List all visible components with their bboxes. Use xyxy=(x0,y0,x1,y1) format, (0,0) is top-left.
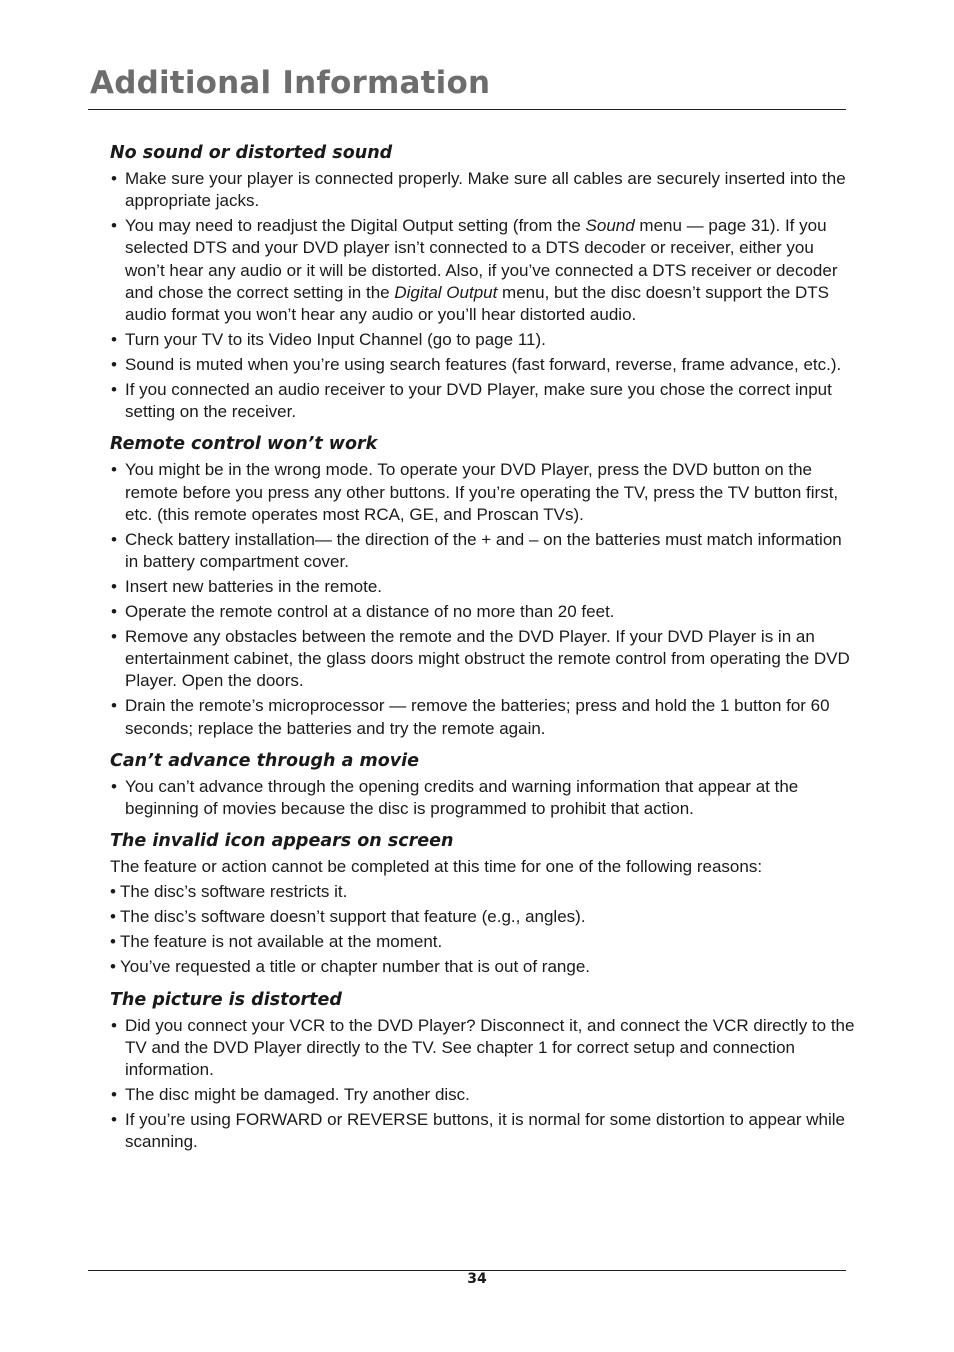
list-item: • The disc’s software restricts it. xyxy=(110,881,855,903)
list-item: • Operate the remote control at a distance of no more than 20 feet. xyxy=(110,601,855,623)
section-no-sound xyxy=(110,140,855,423)
section-remote-control xyxy=(110,431,855,739)
bullet-list xyxy=(110,168,855,423)
list-item: • The disc’s software doesn’t support that feature (e.g., angles). xyxy=(110,906,855,928)
list-item: • Drain the remote’s microprocessor — remove the batteries; press and hold the 1 button for 60 seconds; replace the batteries and try the remote again. xyxy=(110,695,855,739)
title-divider xyxy=(88,109,846,110)
section-heading: The picture is distorted xyxy=(110,989,342,1010)
section-picture-distorted xyxy=(110,987,855,1154)
page-title: Additional Information xyxy=(90,65,491,101)
page-number: 34 xyxy=(467,1271,487,1287)
list-item: • If you’re using FORWARD or REVERSE buttons, it is normal for some distortion to appear while scanning. xyxy=(110,1109,855,1153)
section-heading: Remote control won’t work xyxy=(110,434,378,455)
section-heading: The invalid icon appears on screen xyxy=(110,831,454,852)
list-item: • The disc might be damaged. Try another disc. xyxy=(110,1084,855,1106)
list-item: • Turn your TV to its Video Input Channel (go to page 11). xyxy=(110,329,855,351)
list-item: • Make sure your player is connected properly. Make sure all cables are securely inserted into the appropriate jacks. xyxy=(110,168,855,212)
section-intro: The feature or action cannot be completed at this time for one of the following reasons: xyxy=(110,857,763,877)
list-item: • The feature is not available at the moment. xyxy=(110,931,855,953)
list-item: • If you connected an audio receiver to your DVD Player, make sure you chose the correct input setting on the receiver. xyxy=(110,379,855,423)
bullet-list xyxy=(110,1015,855,1154)
list-item: • Sound is muted when you’re using search features (fast forward, reverse, frame advance, etc.). xyxy=(110,354,855,376)
page-content xyxy=(110,140,855,1156)
list-item: • You might be in the wrong mode. To operate your DVD Player, press the DVD button on the remote before you press any other buttons. If you’re operating the TV, press the TV button first, etc. (this remote operates most RCA, GE, and Proscan TVs). xyxy=(110,459,855,526)
list-item: • Remove any obstacles between the remote and the DVD Player. If your DVD Player is in an entertainment cabinet, the glass doors might obstruct the remote control from operating the DVD Player. Open the doors. xyxy=(110,626,855,693)
list-item: • You may need to readjust the Digital Output setting (from the Sound menu — page 31). If you selected DTS and your DVD player isn’t connected to a DTS decoder or receiver, either you won’t hear any audio or it will be distorted. Also, if you’ve connected a DTS receiver or decoder and chose the correct setting in the Digital Output menu, but the disc doesn’t support the DTS audio format you won’t hear any audio or you’ll hear distorted audio. xyxy=(110,215,855,326)
list-item: • Did you connect your VCR to the DVD Player? Disconnect it, and connect the VCR directly to the TV and the DVD Player directly to the TV. See chapter 1 for correct setup and connection information. xyxy=(110,1015,855,1082)
list-item: • Check battery installation— the direction of the + and – on the batteries must match information in battery compartment cover. xyxy=(110,529,855,573)
section-heading: No sound or distorted sound xyxy=(110,143,393,163)
list-item: • Insert new batteries in the remote. xyxy=(110,576,855,598)
bullet-list xyxy=(110,881,855,978)
section-cant-advance xyxy=(110,748,855,820)
bullet-list xyxy=(110,459,855,739)
section-heading: Can’t advance through a movie xyxy=(110,750,420,771)
list-item: • You can’t advance through the opening credits and warning information that appear at the beginning of movies because the disc is programmed to prohibit that action. xyxy=(110,776,855,820)
bullet-list xyxy=(110,776,855,820)
section-invalid-icon xyxy=(110,828,855,978)
list-item: • You’ve requested a title or chapter number that is out of range. xyxy=(110,956,855,978)
